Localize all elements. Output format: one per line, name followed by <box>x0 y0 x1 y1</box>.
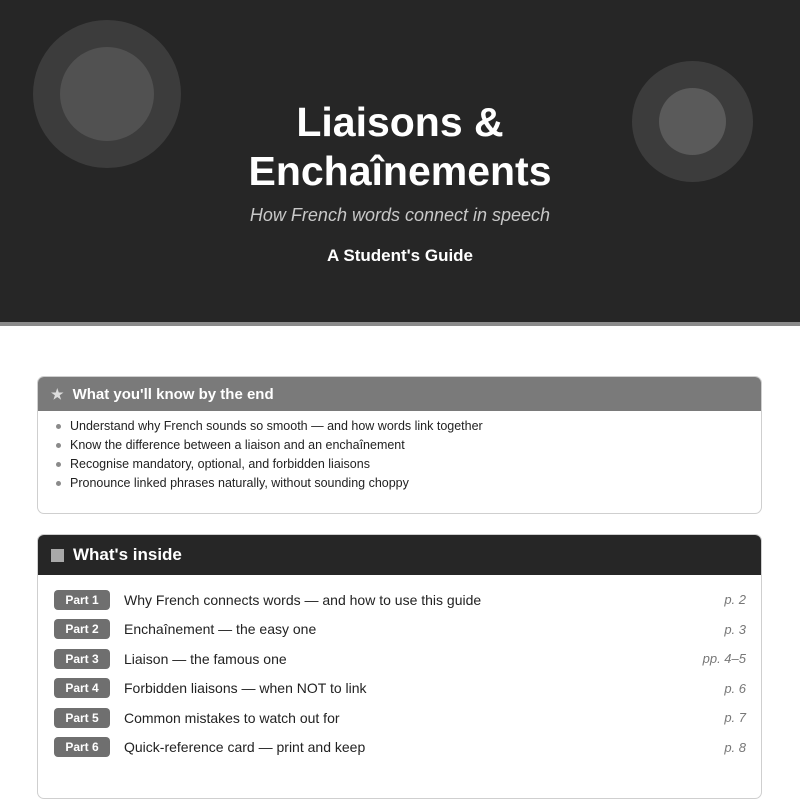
toc-row-part-2[interactable] <box>38 615 761 645</box>
contents-list <box>38 575 761 762</box>
page-tagline: A Student's Guide <box>326 246 474 265</box>
list-item: Recognise mandatory, optional, and forbidden liaisons <box>38 455 761 474</box>
part-title: Quick-reference card — print and keep <box>124 739 366 756</box>
star-icon: ★ <box>51 385 64 402</box>
part-title: Liaison — the famous one <box>124 650 287 667</box>
part-page: p. 3 <box>724 621 746 637</box>
contents-card <box>37 534 762 799</box>
objectives-header <box>38 377 761 411</box>
part-page: p. 7 <box>724 710 746 726</box>
square-icon <box>51 549 64 562</box>
part-badge: Part 3 <box>54 649 110 669</box>
page-title <box>0 98 800 196</box>
part-page: pp. 4–5 <box>702 651 746 667</box>
list-item: Pronounce linked phrases naturally, without sounding choppy <box>38 474 761 493</box>
part-badge: Part 5 <box>54 708 110 728</box>
part-title: Forbidden liaisons — when NOT to link <box>124 680 367 697</box>
contents-heading: What's inside <box>73 545 182 564</box>
part-badge: Part 4 <box>54 678 110 698</box>
contents-header <box>38 535 761 575</box>
part-title: Common mistakes to watch out for <box>124 709 340 726</box>
list-item: Understand why French sounds so smooth — and how words link together <box>38 417 761 436</box>
part-badge: Part 2 <box>54 619 110 639</box>
objectives-list <box>38 411 761 493</box>
part-page: p. 2 <box>724 592 746 608</box>
part-badge: Part 6 <box>54 737 110 757</box>
part-title: Why French connects words — and how to use this guide <box>124 591 482 608</box>
objectives-card <box>37 376 762 514</box>
list-item: Know the difference between a liaison and an enchaînement <box>38 436 761 455</box>
toc-row-part-3[interactable] <box>38 644 761 674</box>
objectives-heading: What you'll know by the end <box>72 385 274 403</box>
toc-row-part-6[interactable] <box>38 733 761 763</box>
toc-row-part-4[interactable] <box>38 674 761 704</box>
title-line-2: Enchaînements <box>248 148 552 194</box>
toc-row-part-5[interactable] <box>38 703 761 733</box>
part-page: p. 8 <box>724 739 746 755</box>
page-subtitle: How French words connect in speech <box>249 205 551 225</box>
toc-row-part-1[interactable] <box>38 585 761 615</box>
title-line-1: Liaisons & <box>296 99 504 145</box>
cover-hero <box>0 0 800 326</box>
part-page: p. 6 <box>724 680 746 696</box>
part-title: Enchaînement — the easy one <box>124 621 317 638</box>
part-badge: Part 1 <box>54 590 110 610</box>
